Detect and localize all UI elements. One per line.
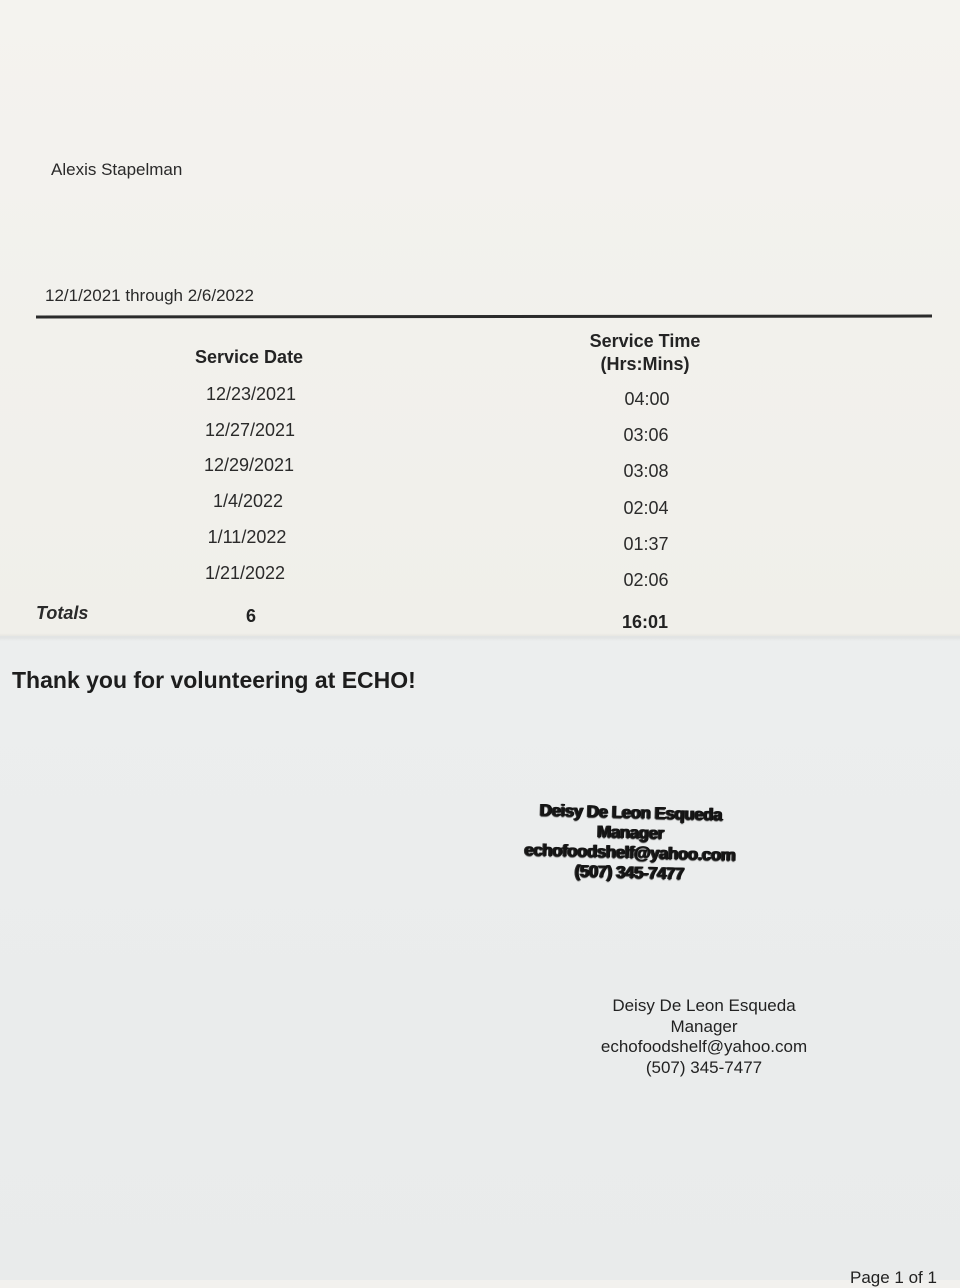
page-lower-section: [0, 636, 960, 1280]
stamp-email: echofoodshelf@yahoo.com: [524, 840, 736, 865]
table-row-4-date: 1/4/2022: [212, 491, 284, 511]
contact-title: Manager: [670, 1016, 738, 1036]
table-row-3-time: 03:08: [623, 461, 669, 481]
service-time-header: [585, 330, 705, 376]
service-time-header-line1: Service Time: [589, 331, 701, 351]
manager-stamp: [519, 800, 741, 886]
stamp-title: Manager: [596, 822, 664, 843]
contact-name: Deisy De Leon Esqueda: [612, 996, 796, 1015]
totals-time: 16:01: [622, 612, 669, 632]
stamp-phone: (507) 345-7477: [574, 861, 685, 884]
table-row-5-time: 01:37: [623, 534, 669, 554]
paper-fold: [0, 633, 960, 641]
table-row-1-time: 04:00: [624, 389, 670, 409]
contact-phone: (507) 345-7477: [645, 1057, 763, 1077]
table-row-1-date: 12/23/2021: [205, 384, 297, 404]
table-row-2-date: 12/27/2021: [204, 420, 296, 440]
stamp-name: Deisy De Leon Esqueda: [539, 800, 723, 825]
totals-label: Totals: [36, 603, 89, 623]
date-range: 12/1/2021 through 2/6/2022: [45, 286, 254, 305]
table-row-2-time: 03:06: [623, 425, 669, 445]
manager-contact-block: [594, 996, 814, 1078]
table-row-3-date: 12/29/2021: [203, 455, 295, 475]
table-row-5-date: 1/11/2022: [207, 527, 287, 547]
page-number: Page 1 of 1: [850, 1268, 937, 1287]
page-upper-section: [0, 0, 960, 640]
totals-count: 6: [246, 606, 257, 626]
service-time-header-line2: (Hrs:Mins): [600, 354, 690, 374]
contact-email: echofoodshelf@yahoo.com: [600, 1037, 808, 1056]
service-date-header: Service Date: [195, 347, 304, 367]
table-row-6-time: 02:06: [623, 570, 669, 590]
table-row-4-time: 02:04: [623, 498, 669, 518]
table-row-6-date: 1/21/2022: [204, 563, 286, 583]
thank-you-message: Thank you for volunteering at ECHO!: [12, 667, 416, 693]
recipient-name: Alexis Stapelman: [51, 160, 183, 179]
